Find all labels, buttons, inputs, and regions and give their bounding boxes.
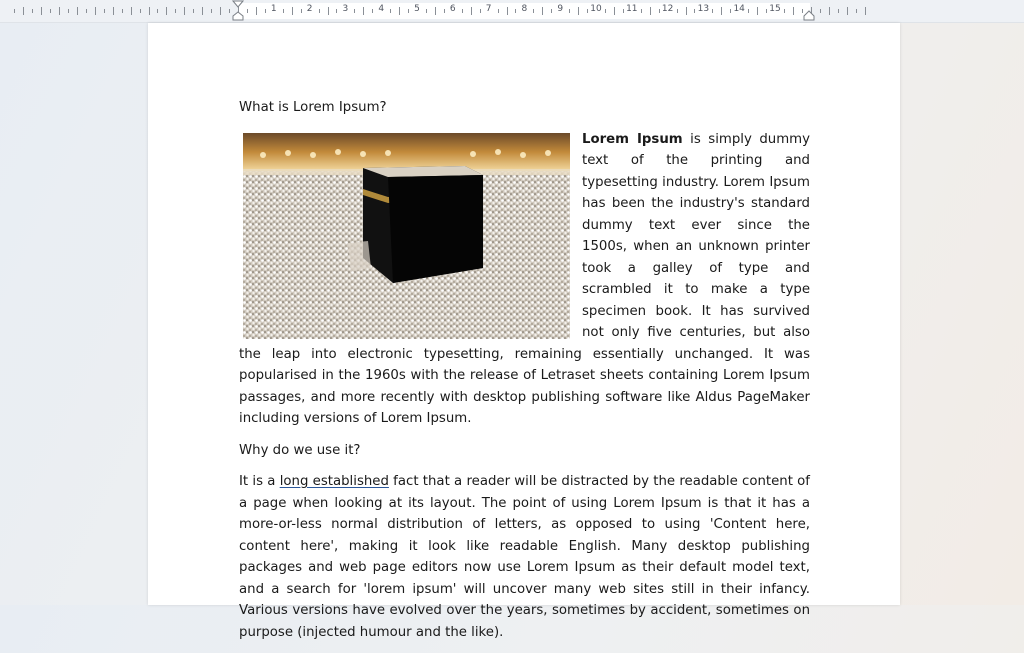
ruler-tick [77, 7, 78, 15]
ruler-number: 9 [557, 4, 564, 14]
ruler-tick [193, 9, 194, 13]
ruler-tick [319, 9, 320, 13]
ruler-tick [184, 7, 185, 15]
ruler-tick [712, 9, 713, 13]
ruler-tick [68, 9, 69, 13]
ruler-tick [569, 9, 570, 13]
ruler-number: 14 [733, 4, 745, 14]
ruler-tick [149, 7, 150, 15]
ruler-tick [498, 9, 499, 13]
ruler-tick [247, 9, 248, 13]
paragraph-lorem-ipsum [239, 129, 810, 430]
ruler-number: 11 [626, 4, 638, 14]
ruler-tick [399, 7, 400, 15]
ruler-number: 4 [378, 4, 385, 14]
heading-what-is-lorem-ipsum: What is Lorem Ipsum? [239, 100, 387, 115]
ruler-tick [131, 7, 132, 15]
ruler-tick [104, 9, 105, 13]
ruler-tick [542, 7, 543, 15]
ruler-tick [256, 7, 257, 15]
ruler-tick [578, 7, 579, 15]
ruler-tick [220, 7, 221, 15]
ruler-tick [757, 7, 758, 15]
ruler-tick [140, 9, 141, 13]
ruler-tick [471, 7, 472, 15]
horizontal-ruler[interactable] [0, 0, 1024, 23]
ruler-number: 2 [306, 4, 313, 14]
right-indent-marker[interactable] [803, 10, 815, 22]
ruler-tick [363, 7, 364, 15]
ruler-tick [641, 9, 642, 13]
ruler-tick [784, 9, 785, 13]
ruler-tick [614, 7, 615, 15]
ruler-tick [533, 9, 534, 13]
ruler-tick [426, 9, 427, 13]
ruler-tick [328, 7, 329, 15]
ruler-number: 3 [342, 4, 349, 14]
ruler-tick [86, 9, 87, 13]
ruler-tick [23, 7, 24, 15]
ruler-tick [166, 7, 167, 15]
paragraph2-start: It is a [239, 474, 280, 489]
ruler-number: 6 [449, 4, 456, 14]
ruler-tick [122, 9, 123, 13]
heading-why-use-it: Why do we use it? [239, 442, 361, 458]
ruler-tick [838, 9, 839, 13]
ruler-tick [41, 7, 42, 15]
ruler-tick [50, 9, 51, 13]
ruler-number: 12 [661, 4, 674, 14]
ruler-tick [462, 9, 463, 13]
ruler-tick [820, 9, 821, 13]
ruler-tick [211, 9, 212, 13]
ruler-tick [435, 7, 436, 15]
paragraph1-text: is simply dummy text of the printing and typesetting industry. Lorem Ipsum has been the industry's standard dummy text ever since the 1500s, when an unknown printer took a galley of type and scrambled it to make a type specimen book. It has survived not only five centuries, but also the leap into electronic typesetting, remaining essentially unchanged. It was popularised in the 1960s with the release of Letraset sheets containing Lorem Ipsum passages, and more recently with desktop publishing software like Aldus PageMaker including versions of Lorem Ipsum. [239, 131, 810, 426]
ruler-tick [14, 9, 15, 13]
paragraph-why-use-it [239, 471, 810, 643]
ruler-number: 7 [485, 4, 492, 14]
ruler-tick [793, 7, 794, 15]
ruler-tick [292, 7, 293, 15]
ruler-tick [229, 9, 230, 13]
first-line-indent-marker[interactable] [232, 0, 244, 22]
ruler-number: 10 [590, 4, 602, 14]
ruler-tick [202, 7, 203, 15]
ruler-tick [59, 7, 60, 15]
ruler-tick [650, 7, 651, 15]
ruler-tick [113, 7, 114, 15]
ruler-number: 8 [521, 4, 528, 14]
paragraph2-text: fact that a reader will be distracted by the readable content of a page when looking at its layout. The point of using Lorem Ipsum is that it has a more-or-less normal distribution of letters, as opposed to using 'Content here, content here', making it look like readable English. Many desktop publishing packages and web page editors now use Lorem Ipsum as their default model text, and a search for 'lorem ipsum' will uncover many web sites still in their infancy. Various versions have evolved over the years, sometimes by accident, sometimes on purpose (injected humour and the like). [239, 474, 810, 640]
document-page[interactable] [148, 23, 900, 640]
ruler-tick [856, 9, 857, 13]
ruler-number: 13 [697, 4, 710, 14]
ruler-tick [686, 7, 687, 15]
ruler-number: 5 [414, 4, 420, 14]
photo-kaaba-crowd-icon [243, 133, 570, 339]
ruler-tick [721, 7, 722, 15]
kaaba-photo[interactable] [243, 133, 570, 339]
document-body[interactable] [239, 97, 810, 653]
ruler-tick [507, 7, 508, 15]
ruler-tick [865, 7, 866, 15]
ruler-tick [157, 9, 158, 13]
ruler-number: 1 [270, 4, 277, 14]
ruler-tick [748, 9, 749, 13]
ruler-tick [605, 9, 606, 13]
ruler-tick [390, 9, 391, 13]
ruler-tick [175, 9, 176, 13]
ruler-tick [354, 9, 355, 13]
long-established-link[interactable]: long established [279, 474, 389, 489]
ruler-tick [677, 9, 678, 13]
ruler-tick [283, 9, 284, 13]
lorem-ipsum-bold: Lorem Ipsum [582, 131, 683, 147]
ruler-tick [829, 7, 830, 15]
ruler-tick [32, 9, 33, 13]
ruler-tick [847, 7, 848, 15]
ruler-number: 15 [769, 4, 781, 14]
ruler-tick [95, 7, 96, 15]
